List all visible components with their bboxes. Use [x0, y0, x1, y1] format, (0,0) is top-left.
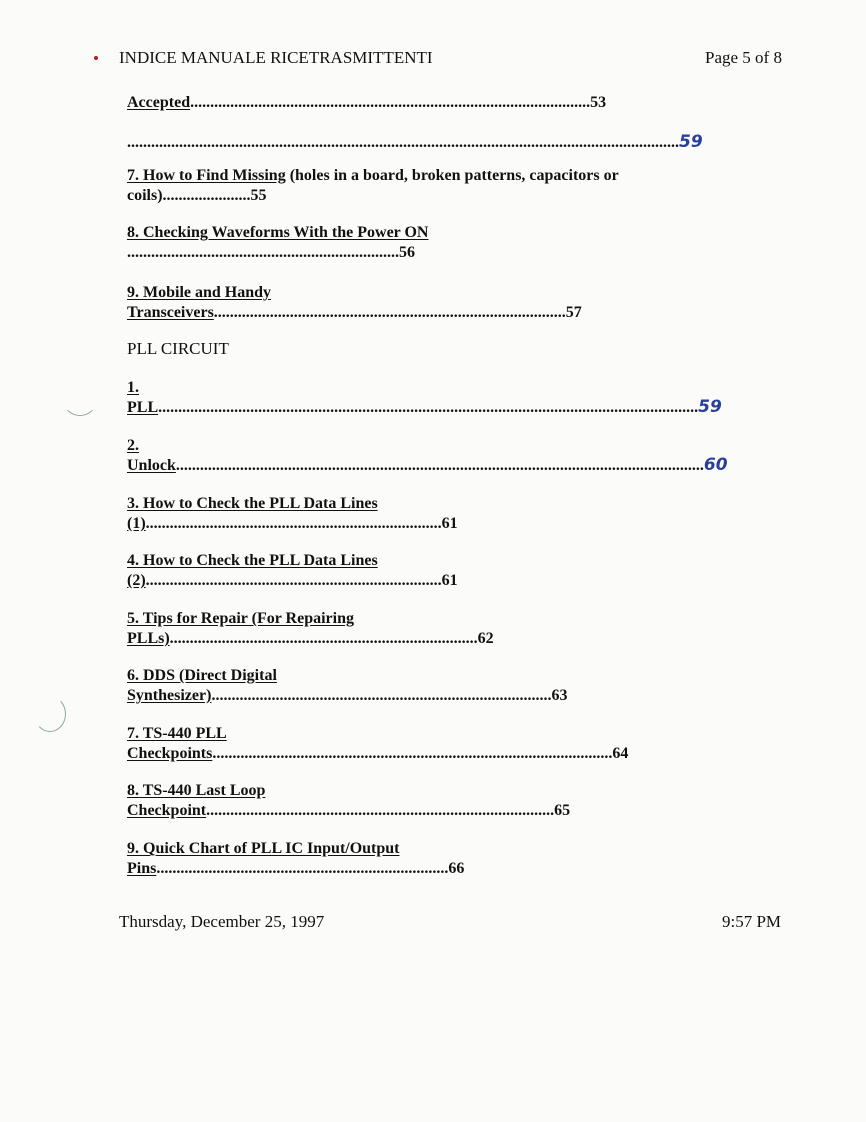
toc-dots: .......................................................................... — [145, 515, 442, 532]
toc-page: 56 — [399, 244, 415, 261]
toc-entry-title: 9. Mobile and Handy — [127, 284, 272, 301]
toc-entry-title: Accepted — [127, 94, 191, 111]
toc-entry-cont — [127, 186, 267, 205]
toc-entry-title: 8. Checking Waveforms With the Power ON — [127, 224, 429, 241]
toc-entry — [127, 666, 277, 685]
toc-dots: ...................... — [162, 187, 251, 204]
toc-entry-title: 6. DDS (Direct Digital — [127, 667, 277, 684]
toc-entry-title: 7. TS-440 PLL — [127, 725, 227, 742]
toc-entry-cont — [127, 744, 628, 763]
handwritten-page: 60 — [703, 455, 728, 475]
toc-entry-title: Synthesizer) — [127, 687, 212, 704]
section-heading: PLL CIRCUIT — [127, 339, 229, 358]
toc-dots: ....................................................................................... — [206, 802, 555, 819]
toc-entry — [127, 609, 354, 628]
toc-page: 65 — [554, 802, 571, 819]
toc-entry — [127, 166, 619, 185]
toc-entry-title: 7. How to Find Missing — [127, 167, 286, 184]
toc-entry — [127, 436, 139, 455]
toc-entry-title: 1. — [127, 379, 139, 396]
toc-entry-title: 4. How to Check the PLL Data Lines — [127, 552, 378, 569]
toc-dots: .......................................................................................................................................... — [127, 134, 679, 151]
toc-dots: .......................................................................... — [145, 572, 442, 589]
bullet-mark — [94, 56, 98, 60]
footer-date: Thursday, December 25, 1997 — [119, 912, 325, 931]
toc-entry — [127, 93, 606, 112]
toc-dots: ......................................................................... — [156, 860, 449, 877]
toc-page: 61 — [441, 515, 458, 532]
toc-entry-title: 9. Quick Chart of PLL IC Input/Output — [127, 840, 400, 857]
toc-dots: ........................................................................................ — [213, 304, 566, 321]
document-title: INDICE MANUALE RICETRASMITTENTI — [119, 48, 433, 67]
handwritten-page: 59 — [679, 132, 703, 152]
toc-entry-title: Pins — [127, 860, 157, 877]
toc-page: 53 — [590, 94, 607, 111]
toc-entry-title: (1) — [127, 515, 146, 532]
toc-entry-cont — [127, 629, 494, 648]
toc-entry — [127, 839, 400, 858]
toc-entry-title: 3. How to Check the PLL Data Lines — [127, 495, 378, 512]
toc-entry-cont — [127, 514, 458, 533]
toc-entry — [127, 283, 271, 302]
toc-entry — [127, 724, 227, 743]
toc-entry — [127, 223, 428, 242]
toc-entry-cont — [127, 243, 415, 262]
toc-entry — [127, 133, 703, 152]
toc-entry-title: PLLs) — [127, 630, 170, 647]
toc-dots: .................................................................................................... — [212, 745, 613, 762]
toc-dots: .................................................................................................... — [190, 94, 591, 111]
toc-entry — [127, 378, 139, 397]
toc-page: 63 — [551, 687, 568, 704]
toc-page: 57 — [565, 304, 582, 321]
toc-dots: ..................................................................................... — [211, 687, 552, 704]
toc-entry-cont — [127, 859, 464, 878]
toc-entry-title: Checkpoint — [127, 802, 207, 819]
toc-page: 64 — [612, 745, 629, 762]
toc-entry-title: Transceivers — [127, 304, 214, 321]
toc-entry-title: 2. — [127, 437, 139, 454]
toc-dots: ....................................................................................................................................... — [158, 399, 699, 416]
toc-entry-title: (2) — [127, 572, 146, 589]
toc-dots: .................................................................... — [127, 244, 399, 261]
toc-entry-title: 5. Tips for Repair (For Repairing — [127, 610, 354, 627]
toc-page: 61 — [441, 572, 458, 589]
toc-entry-title: PLL — [127, 399, 159, 416]
toc-entry-subtitle: coils) — [127, 187, 163, 204]
punch-hole-mark — [34, 696, 66, 732]
toc-dots: .................................................................................................................................... — [175, 457, 704, 474]
toc-page: 55 — [250, 187, 267, 204]
footer-time: 9:57 PM — [722, 912, 782, 931]
toc-entry-cont — [127, 398, 722, 417]
page-number: Page 5 of 8 — [705, 48, 782, 67]
toc-entry-title: Unlock — [127, 457, 176, 474]
toc-entry — [127, 494, 378, 513]
toc-entry-cont — [127, 456, 728, 475]
toc-entry-cont — [127, 801, 570, 820]
toc-page: 66 — [448, 860, 465, 877]
toc-entry-cont — [127, 303, 582, 322]
toc-entry-title: 8. TS-440 Last Loop — [127, 782, 266, 799]
toc-entry-title: Checkpoints — [127, 745, 213, 762]
toc-entry — [127, 551, 378, 570]
toc-page: 62 — [477, 630, 494, 647]
toc-dots: ............................................................................. — [169, 630, 478, 647]
toc-entry-subtitle: (holes in a board, broken patterns, capacitors or — [285, 167, 619, 184]
toc-entry-cont — [127, 686, 567, 705]
toc-entry-cont — [127, 571, 458, 590]
punch-hole-mark — [62, 380, 98, 416]
handwritten-page: 59 — [698, 397, 722, 417]
toc-entry — [127, 781, 265, 800]
